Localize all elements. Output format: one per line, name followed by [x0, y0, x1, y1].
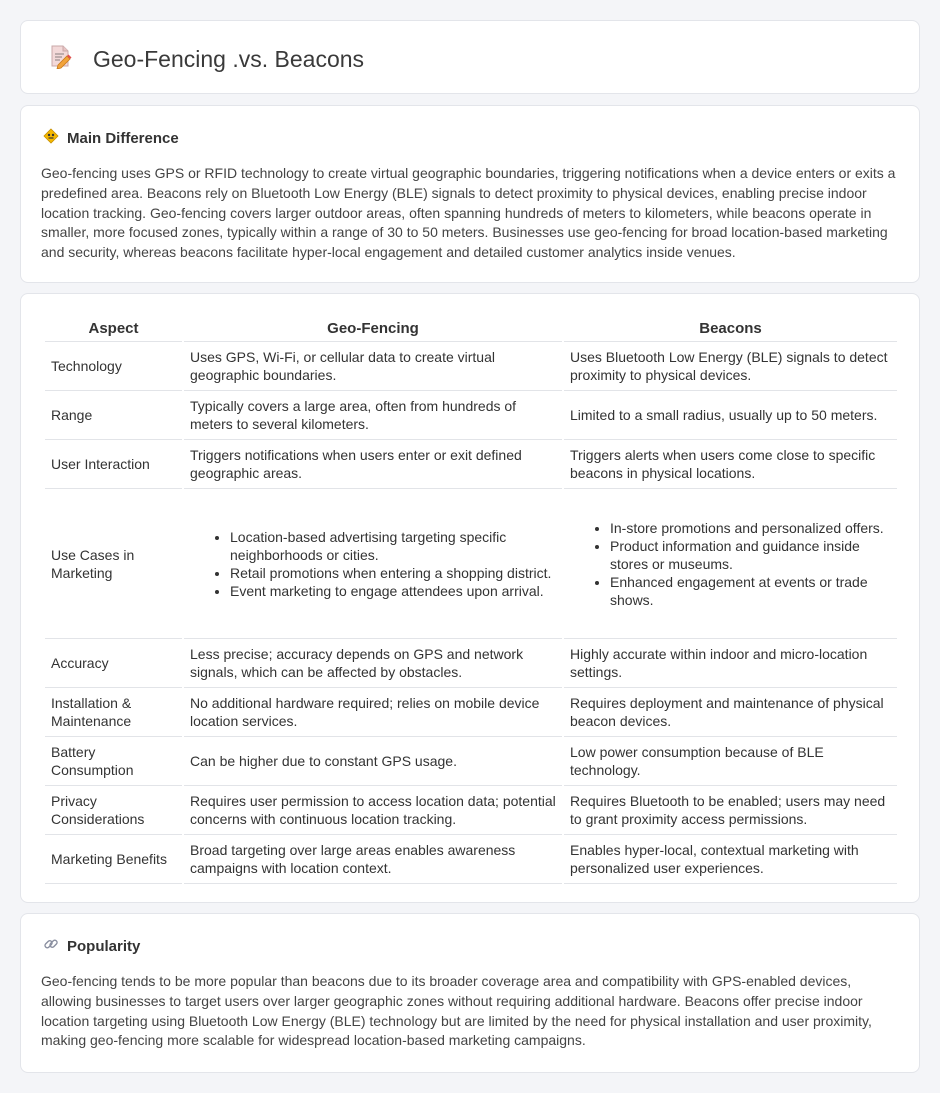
- link-icon: [43, 936, 67, 958]
- geo-cell: Less precise; accuracy depends on GPS and network signals, which can be affected by obstacles.: [184, 639, 562, 688]
- table-row: [45, 489, 897, 639]
- geo-cell: Triggers notifications when users enter or exit defined geographic areas.: [184, 440, 562, 489]
- list-item: • In-store promotions and personalized offers.: [610, 519, 891, 537]
- table-row: [45, 391, 897, 440]
- geo-cell: Broad targeting over large areas enables awareness campaigns with location context.: [184, 835, 562, 884]
- main-difference-title: Main Difference: [67, 130, 179, 148]
- header-card: [20, 20, 920, 94]
- table-row: [45, 639, 897, 688]
- aspect-cell: Accuracy: [45, 639, 182, 688]
- aspect-cell: Battery Consumption: [45, 737, 182, 786]
- beacon-cell: Requires deployment and maintenance of physical beacon devices.: [564, 688, 897, 737]
- aspect-cell: Range: [45, 391, 182, 440]
- beacon-cell: Enables hyper-local, contextual marketing with personalized user experiences.: [564, 835, 897, 884]
- list-item: • Product information and guidance inside stores or museums.: [610, 537, 891, 573]
- geo-cell: Typically covers a large area, often from hundreds of meters to several kilometers.: [184, 391, 562, 440]
- beacon-cell: [564, 489, 897, 639]
- popularity-text: Geo-fencing tends to be more popular than beacons due to its broader coverage area and compatibility with GPS-enabled devices, allowing businesses to target users over larger geographic zones without requiring additional hardware. Beacons offer precise indoor location targeting using Bluetooth Low Energy (BLE) technology but are limited by the need for physical installation and user proximity, making geo-fencing more scalable for widespread location-based marketing campaigns.: [41, 973, 872, 1049]
- beacon-use-case-list: [570, 519, 891, 609]
- list-item: • Location-based advertising targeting specific neighborhoods or cities.: [230, 528, 556, 564]
- document-edit-icon: [47, 43, 73, 75]
- aspect-cell: Privacy Considerations: [45, 786, 182, 835]
- geo-use-case-list: [190, 528, 556, 600]
- aspect-cell: Installation & Maintenance: [45, 688, 182, 737]
- list-item: • Event marketing to engage attendees upon arrival.: [230, 582, 556, 600]
- table-row: [45, 737, 897, 786]
- comparison-table: [43, 314, 899, 884]
- beacon-cell: Uses Bluetooth Low Energy (BLE) signals to detect proximity to physical devices.: [564, 342, 897, 391]
- beacon-cell: Requires Bluetooth to be enabled; users may need to grant proximity access permissions.: [564, 786, 897, 835]
- main-difference-card: [20, 105, 920, 283]
- table-row: [45, 786, 897, 835]
- popularity-title: Popularity: [67, 938, 141, 956]
- table-row: [45, 835, 897, 884]
- table-row: [45, 342, 897, 391]
- table-row: [45, 688, 897, 737]
- list-item: • Enhanced engagement at events or trade shows.: [610, 573, 891, 609]
- comparison-card: [20, 293, 920, 903]
- table-row: [45, 440, 897, 489]
- beacon-cell: Highly accurate within indoor and micro-location settings.: [564, 639, 897, 688]
- geo-cell: Can be higher due to constant GPS usage.: [184, 737, 562, 786]
- beacon-cell: Triggers alerts when users come close to specific beacons in physical locations.: [564, 440, 897, 489]
- header-geo-fencing: Geo-Fencing: [184, 314, 562, 342]
- header-aspect: Aspect: [45, 314, 182, 342]
- table-header-row: [45, 314, 897, 342]
- aspect-cell: Use Cases in Marketing: [45, 489, 182, 639]
- aspect-cell: Marketing Benefits: [45, 835, 182, 884]
- geo-cell: No additional hardware required; relies on mobile device location services.: [184, 688, 562, 737]
- header-beacons: Beacons: [564, 314, 897, 342]
- page-title: Geo-Fencing .vs. Beacons: [93, 46, 365, 72]
- aspect-cell: User Interaction: [45, 440, 182, 489]
- beacon-cell: Low power consumption because of BLE technology.: [564, 737, 897, 786]
- list-item: • Retail promotions when entering a shopping district.: [230, 564, 556, 582]
- geo-cell: Uses GPS, Wi-Fi, or cellular data to create virtual geographic boundaries.: [184, 342, 562, 391]
- main-difference-text: Geo-fencing uses GPS or RFID technology to create virtual geographic boundaries, triggering notifications when a device enters or exits a predefined area. Beacons rely on Bluetooth Low Energy (BLE) signals to detect proximity to physical devices, enabling precise indoor location tracking. Geo-fencing covers larger outdoor areas, often spanning hundreds of meters to kilometers, while beacons operate in smaller, more focused zones, typically within a range of 30 to 50 meters. Businesses use geo-fencing for broad location-based marketing and security, whereas beacons facilitate hyper-local engagement and detailed customer analytics inside venues.: [41, 165, 896, 261]
- aspect-cell: Technology: [45, 342, 182, 391]
- beacon-cell: Limited to a small radius, usually up to 50 meters.: [564, 391, 897, 440]
- popularity-card: [20, 913, 920, 1073]
- geo-cell: [184, 489, 562, 639]
- warning-sign-icon: [43, 128, 67, 150]
- geo-cell: Requires user permission to access location data; potential concerns with continuous location tracking.: [184, 786, 562, 835]
